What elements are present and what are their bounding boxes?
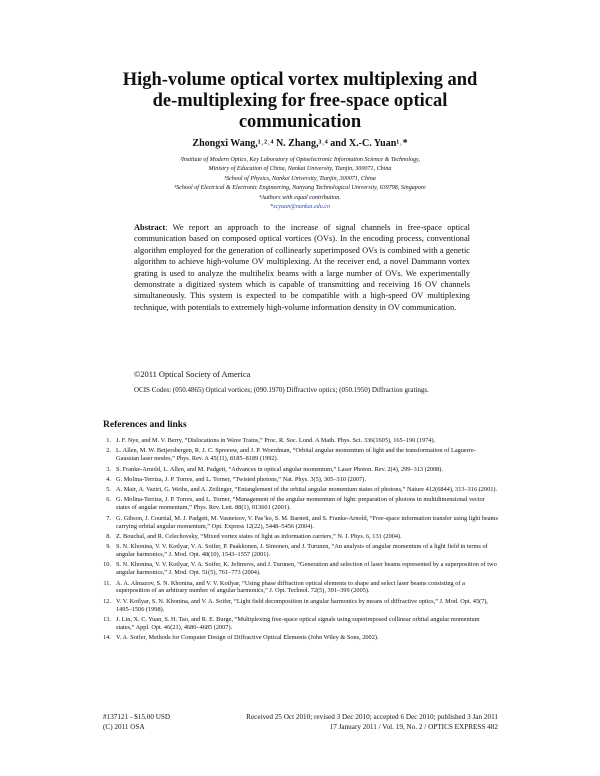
reference-item bbox=[103, 543, 498, 559]
reference-number: 2. bbox=[106, 447, 111, 455]
reference-text: S. Franke-Arnold, L. Allen, and M. Padgett, “Advances in optical angular momentum,” Laser Photon. Rev. 2(4), 299–313 (2008). bbox=[116, 465, 443, 473]
reference-item bbox=[103, 616, 498, 632]
reference-number: 3. bbox=[106, 465, 111, 473]
affiliation-line: ³School of Physics, Nankai University, Tianjin, 300071, China bbox=[224, 175, 376, 182]
reference-number: 1. bbox=[106, 437, 111, 444]
references-heading: References and links bbox=[103, 420, 187, 430]
reference-item bbox=[103, 496, 498, 512]
reference-item bbox=[103, 533, 498, 541]
affiliation-line: ¹Institute of Modern Optics, Key Laboratory of Optoelectronic Information Science & Technology, bbox=[180, 157, 420, 163]
affiliation-line: ³School of Electrical & Electronic Engineering, Nanyang Technological University, 639798, Singapore bbox=[174, 185, 426, 192]
reference-text: J. Lin, X. C. Yuan, S. H. Tao, and R. E. Burge, “Multiplexing free-space optical signals using superimposed collinear orbital angular momentum states,” Appl. Opt. 46(21), 4680–4685 (2007). bbox=[116, 615, 480, 631]
title-line-2: de-multiplexing for free-space optical bbox=[152, 91, 448, 111]
abstract-text: : We report an approach to the increase of signal channels in free-space optical communication based on composed optical vortices (OVs). In the encoding process, conventional algorithm employed for the generation of collinearly superimposed OVs is combined with a genetic algorithm to achieve high-volume OV multiplexing. At the receiver end, a novel Dammann vortex grating is used to analyze the multihelix beams with a large number of OVs. We experimentally demonstrate a digitized system which is capable of transmitting and receiving 16 OV channels simultaneously. This system is expected to be compatible with a high-speed OV multiplexing technique, with potentials to extremely high-volume information density in OV communication. bbox=[134, 223, 470, 312]
ocis-codes: OCIS Codes: (050.4865) Optical vortices; (090.1970) Diffractive optics; (050.1950) Diffraction gratings. bbox=[134, 386, 429, 394]
reference-number: 14. bbox=[103, 634, 111, 642]
abstract bbox=[134, 222, 470, 313]
reference-list bbox=[103, 437, 498, 644]
footer-price: #137121 - $15.00 USD bbox=[103, 713, 171, 721]
reference-text: V. V. Kotlyar, S. N. Khonina, and V. A. Soifer, “Light field decomposition in angular harmonics by means of diffractive optics,” J. Mod. Opt. 45(7), 1495–1506 (1998). bbox=[116, 597, 489, 613]
reference-number: 13. bbox=[103, 615, 111, 623]
reference-number: 11. bbox=[103, 579, 111, 587]
author-list: Zhongxi Wang,¹˒²˒⁴ N. Zhang,³˒⁴ and X.-C. Yuan¹˒* bbox=[192, 138, 408, 149]
footer-dates: Received 25 Oct 2010; revised 3 Dec 2010; accepted 6 Dec 2010; published 3 Jan 2011 bbox=[246, 713, 498, 721]
reference-text: V. A. Soifer, Methods for Computer Design of Diffractive Optical Elements (John Wiley & Sons, 2002). bbox=[116, 634, 379, 642]
footer-copyright: (C) 2011 OSA bbox=[103, 723, 145, 731]
affiliation-line: ⁴Authors with equal contribution. bbox=[259, 194, 341, 201]
reference-text: G. Gibson, J. Courtial, M. J. Padgett, M. Vasnetsov, V. Pas’ko, S. M. Barnett, and S. Franke-Arnold, “Free-space information transfer using light beams carrying orbital angular momentum,” Opt. Express 12(22), 5448–5456 (2004). bbox=[116, 514, 498, 530]
reference-item bbox=[103, 580, 498, 596]
affiliation-line: Ministry of Education of China, Nankai University, Tianjin, 300071, China bbox=[208, 166, 392, 173]
reference-item bbox=[103, 486, 498, 494]
reference-item bbox=[103, 476, 498, 484]
title-line-1: High-volume optical vortex multiplexing and bbox=[122, 70, 478, 90]
copyright-notice: ©2011 Optical Society of America bbox=[134, 370, 251, 379]
corresponding-email-link[interactable]: *xcyuan@nankai.edu.cn bbox=[269, 204, 331, 211]
paper-title bbox=[60, 70, 540, 133]
reference-text: A. A. Almazov, S. N. Khonina, and V. V. Kotlyar, “Using phase diffraction optical elements to shape and select laser beams consisting of a superposition of an arbitrary number of angular harmonics,” J. Opt. Technol. 72(5), 391–399 (2005). bbox=[116, 579, 465, 595]
reference-item bbox=[103, 561, 498, 577]
reference-number: 7. bbox=[106, 514, 111, 522]
reference-number: 9. bbox=[106, 543, 111, 551]
reference-number: 10. bbox=[103, 561, 111, 569]
reference-text: A. Mair, A. Vaziri, G. Weihs, and A. Zeilinger, “Entanglement of the orbital angular momentum states of photons,” Nature 412(6844), 313–316 (2001). bbox=[116, 486, 498, 494]
reference-text: S. N. Khonina, V. V. Kotlyar, V. A. Soifer, P. Paakkonen, J. Simonen, and J. Turunen, “An analysis of angular momentum of a light field in terms of angular harmonics,” J. Mod. Opt. 48(10), 1543–1557 (2001). bbox=[116, 543, 488, 558]
reference-text: G. Molina-Terriza, J. P. Torres, and L. Torner, “Twisted photons,” Nat. Phys. 3(5), 305–310 (2007). bbox=[116, 475, 366, 483]
affiliations bbox=[60, 156, 540, 212]
reference-text: G. Molina-Terriza, J. P. Torres, and L. Torner, “Management of the angular momentum of light: preparation of photons in multidimensional vector states of angular momentum,” Phys. Rev. Lett. 88(1), 013601 (2001). bbox=[116, 496, 485, 512]
reference-number: 5. bbox=[106, 486, 111, 494]
reference-item bbox=[103, 466, 498, 474]
reference-text: J. F. Nye, and M. V. Berry, “Dislocations in Wave Trains,” Proc. R. Soc. Lond. A Math. Phys. Sci. 336(1605), 165–190 (1974). bbox=[116, 437, 436, 444]
title-line-3: communication bbox=[238, 112, 362, 132]
reference-text: S. N. Khonina, V. V. Kotlyar, V. A. Soifer, K. Jefimovs, and J. Turunen, “Generation and selection of laser beams represented by a superposition of two angular harmonics,” J. Mod. Opt. 51(5), 761–773 (2004). bbox=[116, 561, 497, 577]
reference-item bbox=[103, 437, 498, 445]
reference-text: Z. Bouchal, and R. Celechovsky, “Mixed vortex states of light as information carriers,” N. J. Phys. 6, 131 (2004). bbox=[116, 532, 402, 540]
footer-journal: 17 January 2011 / Vol. 19, No. 2 / OPTICS EXPRESS 482 bbox=[329, 723, 498, 731]
reference-number: 4. bbox=[106, 475, 111, 483]
reference-number: 8. bbox=[106, 532, 111, 540]
page-footer bbox=[103, 712, 498, 732]
reference-item bbox=[103, 634, 498, 642]
reference-text: L. Allen, M. W. Beijersbergen, R. J. C. Spreeuw, and J. P. Woerdman, “Orbital angular momentum of light and the transformation of Laguerre-Gaussian laser modes,” Phys. Rev. A 45(11), 8185–8189 (1992). bbox=[116, 447, 476, 463]
reference-item bbox=[103, 447, 498, 463]
reference-number: 12. bbox=[103, 597, 111, 605]
reference-number: 6. bbox=[106, 496, 111, 504]
reference-item bbox=[103, 598, 498, 614]
reference-item bbox=[103, 515, 498, 531]
abstract-label: Abstract bbox=[134, 223, 166, 232]
